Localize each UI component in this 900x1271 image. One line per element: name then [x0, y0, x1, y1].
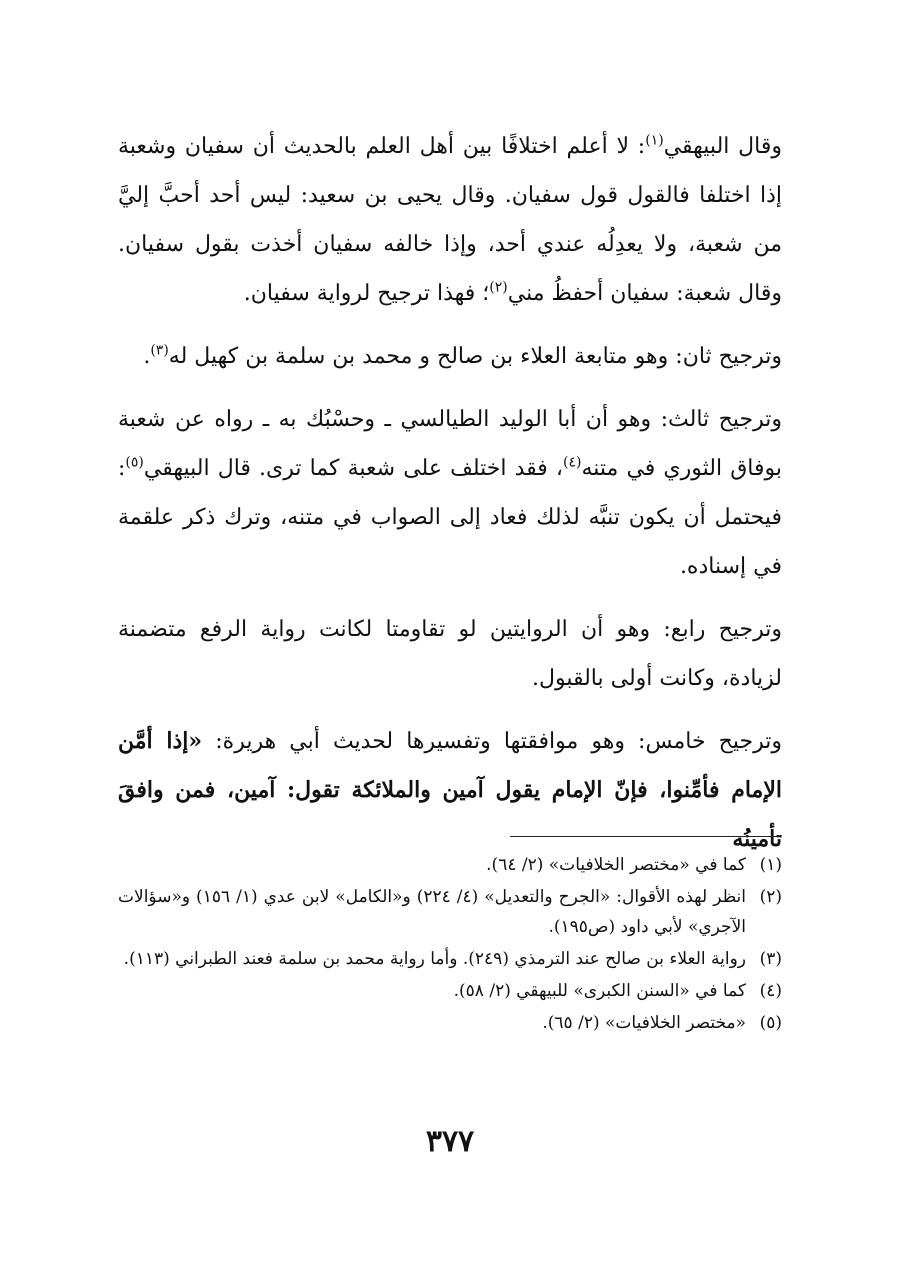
main-text	[118, 122, 782, 878]
paragraph-5-text: وترجيح خامس: وهو موافقتها وتفسيرها لحديث أبي هريرة:	[202, 729, 782, 754]
footnote-ref-2[interactable]: (٢)	[489, 279, 508, 296]
paragraph-2-text-a: وترجيح ثان: وهو متابعة العلاء بن صالح و محمد بن سلمة بن كهيل له	[168, 344, 782, 369]
page-number: ٣٧٧	[425, 1124, 475, 1159]
paragraph-4-text: وترجيح رابع: وهو أن الروايتين لو تقاومتا لكانت رواية الرفع متضمنة لزيادة، وكانت أولى بالقبول.	[118, 617, 782, 691]
footnote-text: كما في «مختصر الخلافيات» (٢/ ٦٤).	[486, 855, 746, 875]
paragraph-1-text-a: وقال البيهقي	[663, 134, 782, 159]
paragraph-1-text-b: : لا أعلم اختلافًا بين أهل العلم بالحديث أن سفيان وشعبة إذا اختلفا فالقول قول سفيان. وقال يحيى بن سعيد: ليس أحد أحبَّ إليَّ من شعبة، ولا يعدِلُه عندي أحد، وإذا خالفه سفيان أخذت بقول سفيان. وقال شعبة: سفيان أحفظُ مني	[118, 134, 782, 306]
footnote-text: رواية العلاء بن صالح عند الترمذي (٢٤٩). وأما رواية محمد بن سلمة فعند الطبراني (١١٣).	[123, 949, 746, 969]
footnote-item	[118, 976, 782, 1006]
paragraph-2-text-b: .	[143, 344, 151, 369]
footnote-text: كما في «السنن الكبرى» للبيهقي (٢/ ٥٨).	[453, 981, 746, 1001]
footnote-ref-3[interactable]: (٣)	[150, 342, 169, 359]
footnote-text: «مختصر الخلافيات» (٢/ ٦٥).	[542, 1013, 746, 1033]
footnote-number: (١)	[759, 855, 782, 875]
footnote-item	[118, 944, 782, 974]
footnote-ref-4[interactable]: (٤)	[563, 454, 582, 471]
paragraph-1-text-c: ؛ فهذا ترجيح لرواية سفيان.	[243, 281, 490, 306]
paragraph-1	[118, 122, 782, 318]
footnote-ref-5[interactable]: (٥)	[125, 454, 144, 471]
footnote-item	[118, 882, 782, 942]
hadith-quote: «إذا أمَّن الإمام فأمِّنوا، فإنّ الإمام يقول آمين والملائكة تقول: آمين، فمن وافقَ تأمينُه	[118, 728, 782, 852]
footnote-number: (٢)	[759, 887, 782, 907]
footnote-text: انظر لهذه الأقوال: «الجرح والتعديل» (٤/ ٢٢٤) و«الكامل» لابن عدي (١/ ١٥٦) و«سؤالات الآجري» لأبي داود (ص١٩٥).	[118, 887, 746, 937]
footnotes	[118, 850, 782, 1040]
footnote-item	[118, 850, 782, 880]
footnote-number: (٥)	[759, 1013, 782, 1033]
footnote-item	[118, 1008, 782, 1038]
footnote-number: (٣)	[759, 949, 782, 969]
footnote-number: (٤)	[759, 981, 782, 1001]
paragraph-3	[118, 395, 782, 591]
paragraph-4	[118, 605, 782, 703]
paragraph-5	[118, 717, 782, 864]
footnote-divider	[510, 836, 780, 837]
paragraph-3-text-b: ، فقد اختلف على شعبة كما ترى. قال البيهقي	[143, 456, 564, 481]
paragraph-2	[118, 332, 782, 381]
footnote-ref-1[interactable]: (١)	[645, 132, 664, 149]
paragraph-3-text-c: : فيحتمل أن يكون تنبَّه لذلك فعاد إلى الصواب في متنه، وترك ذكر علقمة في إسناده.	[118, 456, 782, 579]
paragraph-3-text-a: وترجيح ثالث: وهو أن أبا الوليد الطيالسي ـ وحسْبُك به ـ رواه عن شعبة بوفاق الثوري في متنه	[118, 407, 782, 481]
